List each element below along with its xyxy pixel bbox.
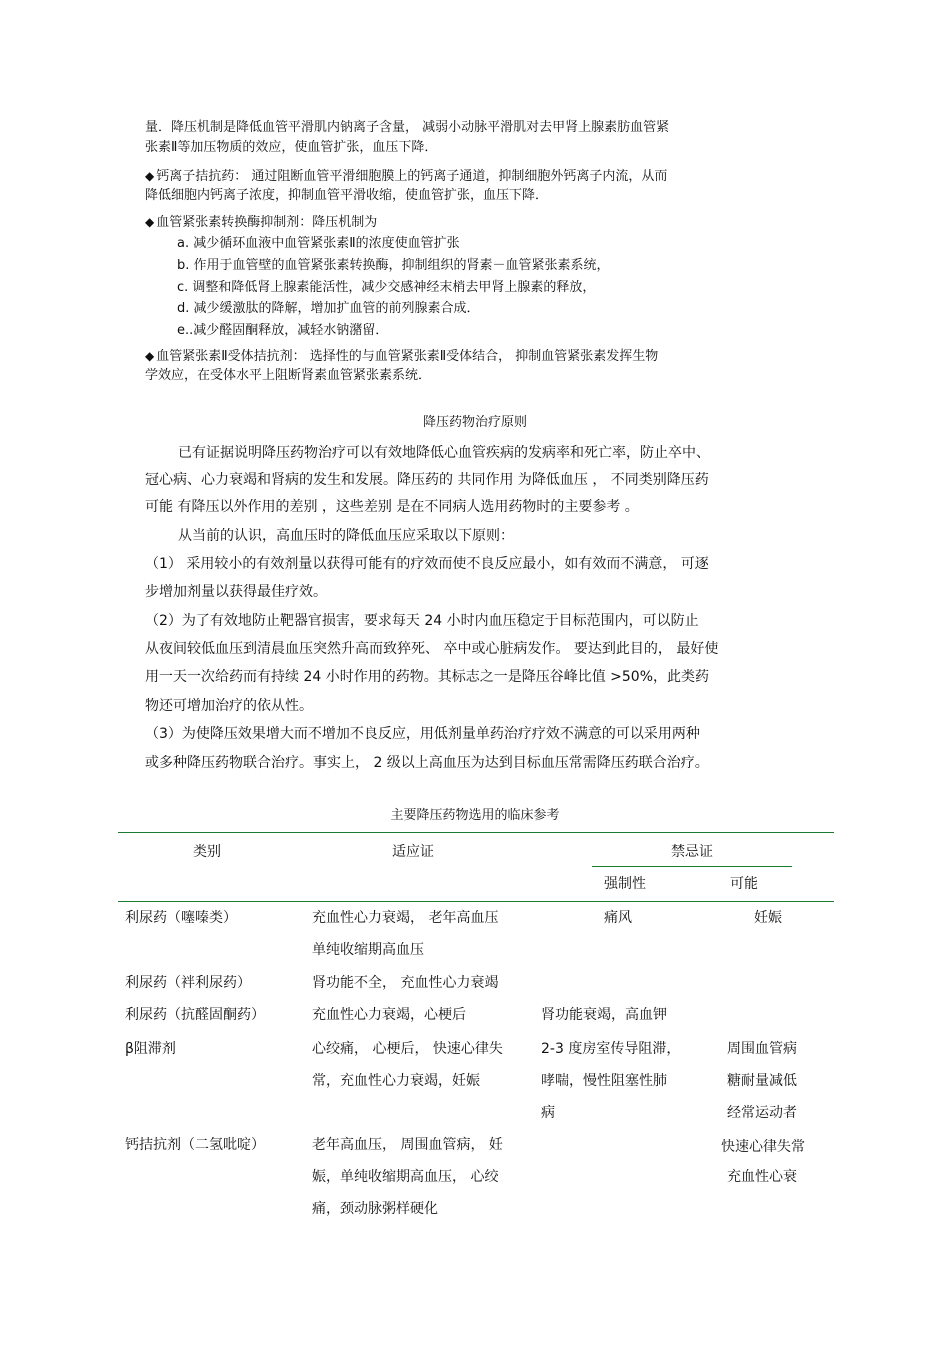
- row-possible: 妊娠: [754, 910, 782, 926]
- row-indication: 痛，颈动脉粥样硬化: [312, 1201, 438, 1217]
- row-possible: 周围血管病: [727, 1041, 797, 1057]
- row-strong: 肾功能衰竭，高血钾: [541, 1007, 667, 1023]
- acei-item-b: b. 作用于血管壁的血管紧张素转换酶，抑制组织的肾素－血管紧张素系统，: [177, 258, 610, 273]
- principles-line: 冠心病、心力衰竭和肾病的发生和发展。降压药的 共同作用 为降低血压 ， 不同类别降压药: [145, 472, 709, 488]
- principles-line: 步增加剂量以获得最佳疗效。: [145, 584, 327, 600]
- principles-line: 已有证据说明降压药物治疗可以有效地降低心血管疾病的发病率和死亡率，防止卒中、: [178, 445, 710, 461]
- row-category: 利尿药（噻嗪类）: [125, 910, 237, 926]
- principles-line: （2）为了有效地防止靶器官损害，要求每天 24 小时内血压稳定于目标范围内，可以防止: [145, 613, 699, 629]
- row-strong: 2-3 度房室传导阻滞，: [541, 1041, 681, 1057]
- row-indication: 充血性心力衰竭， 老年高血压: [312, 910, 499, 926]
- row-strong: 哮喘，慢性阻塞性肺: [541, 1073, 667, 1089]
- principles-line: （3）为使降压效果增大而不增加不良反应，用低剂量单药治疗疗效不满意的可以采用两种: [145, 726, 700, 742]
- table-top-rule: [118, 832, 834, 833]
- principles-line: 物还可增加治疗的依从性。: [145, 698, 313, 714]
- table-title: 主要降压药物选用的临床参考: [390, 808, 560, 823]
- diamond-bullet-icon: ◆: [145, 215, 155, 229]
- principles-line: 用一天一次给药而有持续 24 小时作用的药物。其标志之一是降压谷峰比值 >50%，此类药: [145, 669, 710, 685]
- header-category: 类别: [193, 844, 221, 860]
- principles-title: 降压药物治疗原则: [422, 415, 527, 430]
- row-indication: 娠，单纯收缩期高血压， 心绞: [312, 1169, 499, 1185]
- acei-heading: [145, 213, 377, 232]
- row-indication: 肾功能不全， 充血性心力衰竭: [312, 975, 499, 991]
- row-category: 钙拮抗剂（二氢吡啶）: [125, 1137, 265, 1153]
- header-possible: 可能: [730, 876, 758, 892]
- principles-line: 可能 有降压以外作用的差别 ，这些差别 是在不同病人选用药物时的主要参考 。: [145, 499, 639, 515]
- row-category: 利尿药（抗醛固酮药）: [125, 1007, 265, 1023]
- row-possible: 快速心律失常: [721, 1139, 805, 1155]
- ccb-line-2: 降低细胞内钙离子浓度，抑制血管平滑收缩，使血管扩张，血压下降．: [145, 188, 549, 203]
- arb-line-2: 学效应，在受体水平上阻断肾素血管紧张素系统．: [145, 368, 432, 383]
- row-category: 利尿药（袢利尿药）: [125, 975, 251, 991]
- principles-line: （1） 采用较小的有效剂量以获得可能有的疗效而使不良反应最小，如有效而不满意， 可逐: [145, 556, 709, 572]
- acei-line-1: 血管紧张素转换酶抑制剂：降压机制为: [156, 215, 378, 230]
- ccb-paragraph: [145, 167, 667, 186]
- row-possible: 糖耐量减低: [727, 1073, 797, 1089]
- diamond-bullet-icon: ◆: [145, 349, 155, 363]
- acei-item-d: d. 减少缓激肽的降解，增加扩血管的前列腺素合成．: [177, 301, 480, 316]
- intro-line-2: 张素Ⅱ等加压物质的效应，使血管扩张，血压下降．: [145, 140, 438, 155]
- row-indication: 老年高血压， 周围血管病， 妊: [312, 1137, 503, 1153]
- diamond-bullet-icon: ◆: [145, 169, 155, 183]
- header-indication: 适应证: [392, 844, 434, 860]
- row-indication: 充血性心力衰竭，心梗后: [312, 1007, 466, 1023]
- arb-paragraph: [145, 347, 658, 366]
- arb-line-1: 血管紧张素Ⅱ受体拮抗剂： 选择性的与血管紧张素Ⅱ受体结合， 抑制血管紧张素发挥生物: [156, 349, 659, 364]
- row-indication: 心绞痛， 心梗后， 快速心律失: [312, 1041, 503, 1057]
- row-category: β阻滞剂: [125, 1041, 176, 1057]
- header-strong: 强制性: [604, 876, 646, 892]
- row-strong: 病: [541, 1105, 555, 1121]
- header-contraindication: 禁忌证: [671, 844, 713, 860]
- contra-underline: [592, 866, 792, 867]
- row-indication: 常，充血性心力衰竭，妊娠: [312, 1073, 480, 1089]
- acei-item-a: a. 减少循环血液中血管紧张素Ⅱ的浓度使血管扩张: [177, 236, 460, 251]
- acei-item-c: c. 调整和降低肾上腺素能活性，减少交感神经末梢去甲肾上腺素的释放，: [177, 280, 596, 295]
- row-possible: 充血性心衰: [727, 1169, 797, 1185]
- row-possible: 经常运动者: [727, 1105, 797, 1121]
- principles-line: 从夜间较低血压到清晨血压突然升高而致猝死、 卒中或心脏病发作。 要达到此目的， 最好使: [145, 641, 719, 657]
- row-strong: 痛风: [604, 910, 632, 926]
- intro-line-1: 量．降压机制是降低血管平滑肌内钠离子含量， 减弱小动脉平滑肌对去甲肾上腺素肪血管紧: [145, 120, 670, 135]
- ccb-line-1: 钙离子拮抗药： 通过阻断血管平滑细胞膜上的钙离子通道，抑制细胞外钙离子内流，从而: [156, 169, 668, 184]
- acei-item-e: e..减少醛固酮释放，减轻水钠潴留．: [177, 323, 389, 338]
- principles-line: 从当前的认识，高血压时的降低血压应采取以下原则：: [178, 528, 514, 544]
- principles-line: 或多种降压药物联合治疗。事实上， 2 级以上高血压为达到目标血压常需降压药联合治疗。: [145, 755, 709, 771]
- row-indication: 单纯收缩期高血压: [312, 942, 424, 958]
